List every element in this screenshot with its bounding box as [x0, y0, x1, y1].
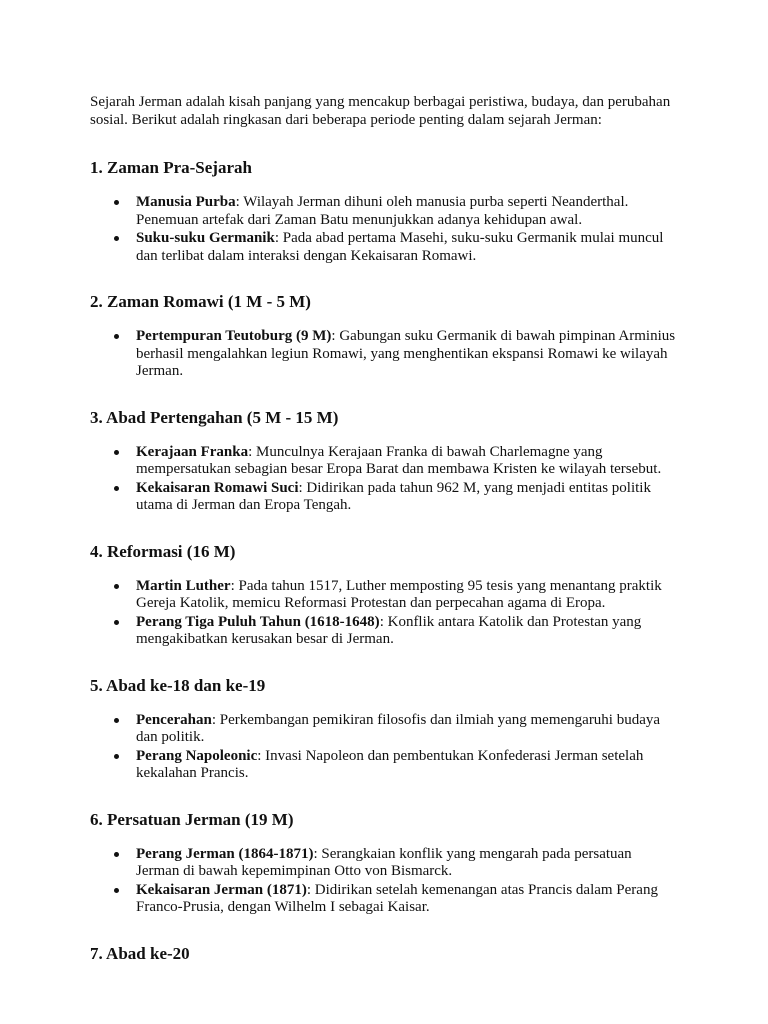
item-term: Manusia Purba	[136, 194, 236, 210]
section-heading: 1. Zaman Pra-Sejarah	[90, 158, 252, 177]
bullet-list	[90, 328, 678, 381]
section-heading: 4. Reformasi (16 M)	[90, 541, 236, 561]
list-item	[90, 444, 678, 479]
section-3	[90, 408, 678, 515]
bullet-list	[90, 194, 678, 265]
list-item	[90, 748, 678, 783]
item-term: Kekaisaran Jerman (1871)	[136, 881, 307, 898]
section-heading: 5. Abad ke-18 dan ke-19	[90, 675, 266, 695]
section-6	[90, 810, 678, 917]
bullet-dot-icon	[114, 450, 119, 455]
item-text: : Munculnya Kerajaan Franka di bawah Charlemagne yang mempersatukan sebagian besar Eropa Barat dan membawa Kristen ke wilayah tersebut.	[136, 443, 662, 477]
section-5	[90, 676, 678, 783]
bullet-dot-icon	[114, 236, 119, 241]
list-item	[90, 194, 678, 229]
list-item	[90, 846, 678, 881]
item-term: Perang Tiga Puluh Tahun (1618-1648)	[136, 613, 380, 630]
bullet-dot-icon	[114, 718, 119, 723]
list-item	[90, 328, 678, 381]
item-text: : Serangkaian konflik yang mengarah pada persatuan Jerman di bawah kepemimpinan Otto von Bismarck.	[136, 845, 632, 879]
item-text: : Didirikan setelah kemenangan atas Prancis dalam Perang Franco-Prusia, dengan Wilhelm I sebagai Kaisar.	[136, 881, 658, 915]
item-text: : Invasi Napoleon dan pembentukan Konfederasi Jerman setelah kekalahan Prancis.	[136, 747, 644, 781]
item-text: : Pada abad pertama Masehi, suku-suku Germanik mulai muncul dan terlibat dalam interaksi dengan Kekaisaran Romawi.	[136, 230, 664, 264]
item-term: Kekaisaran Romawi Suci	[136, 479, 299, 496]
section-2	[90, 292, 678, 381]
item-text: : Gabungan suku Germanik di bawah pimpinan Arminius berhasil mengalahkan legiun Romawi, yang menghentikan ekspansi Romawi ke wilayah Jerman.	[136, 328, 676, 379]
list-item	[90, 614, 678, 649]
bullet-list	[90, 712, 678, 783]
list-item	[90, 578, 678, 613]
section-heading: 2. Zaman Romawi (1 M - 5 M)	[90, 292, 311, 311]
item-text: : Didirikan pada tahun 962 M, yang menjadi entitas politik utama di Jerman dan Eropa Tengah.	[136, 479, 651, 513]
item-term: Martin Luther	[136, 577, 231, 594]
item-term: Pertempuran Teutoburg (9 M)	[136, 328, 332, 344]
bullet-dot-icon	[114, 486, 119, 491]
list-item	[90, 882, 678, 917]
item-term: Perang Napoleonic	[136, 747, 258, 764]
section-4	[90, 542, 678, 649]
section-7	[90, 944, 678, 964]
section-1	[90, 158, 678, 265]
item-text: : Perkembangan pemikiran filosofis dan ilmiah yang memengaruhi budaya dan politik.	[136, 711, 661, 745]
item-term: Kerajaan Franka	[136, 443, 249, 460]
intro-paragraph: Sejarah Jerman adalah kisah panjang yang mencakup berbagai peristiwa, budaya, dan perubahan sosial. Berikut adalah ringkasan dari beberapa periode penting dalam sejarah Jerman:	[90, 94, 671, 128]
bullet-dot-icon	[114, 584, 119, 589]
bullet-dot-icon	[114, 334, 119, 339]
section-heading: 7. Abad ke-20	[90, 943, 190, 963]
item-term: Suku-suku Germanik	[136, 230, 275, 246]
section-heading: 6. Persatuan Jerman (19 M)	[90, 809, 294, 829]
list-item	[90, 230, 678, 265]
list-item	[90, 712, 678, 747]
item-text: : Pada tahun 1517, Luther memposting 95 tesis yang menantang praktik Gereja Katolik, memicu Reformasi Protestan dan perpecahan agama di Eropa.	[136, 577, 662, 611]
bullet-dot-icon	[114, 754, 119, 759]
list-item	[90, 480, 678, 515]
item-text: : Konflik antara Katolik dan Protestan yang mengakibatkan kerusakan besar di Jerman.	[136, 613, 642, 647]
bullet-dot-icon	[114, 620, 119, 625]
bullet-dot-icon	[114, 852, 119, 857]
bullet-dot-icon	[114, 200, 119, 205]
bullet-dot-icon	[114, 888, 119, 893]
bullet-list	[90, 444, 678, 515]
item-text: : Wilayah Jerman dihuni oleh manusia purba seperti Neanderthal. Penemuan artefak dari Zaman Batu menunjukkan adanya kehidupan awal.	[136, 194, 629, 228]
bullet-list	[90, 578, 678, 649]
item-term: Pencerahan	[136, 711, 212, 728]
section-heading: 3. Abad Pertengahan (5 M - 15 M)	[90, 407, 339, 427]
bullet-list	[90, 846, 678, 917]
item-term: Perang Jerman (1864-1871)	[136, 845, 314, 862]
